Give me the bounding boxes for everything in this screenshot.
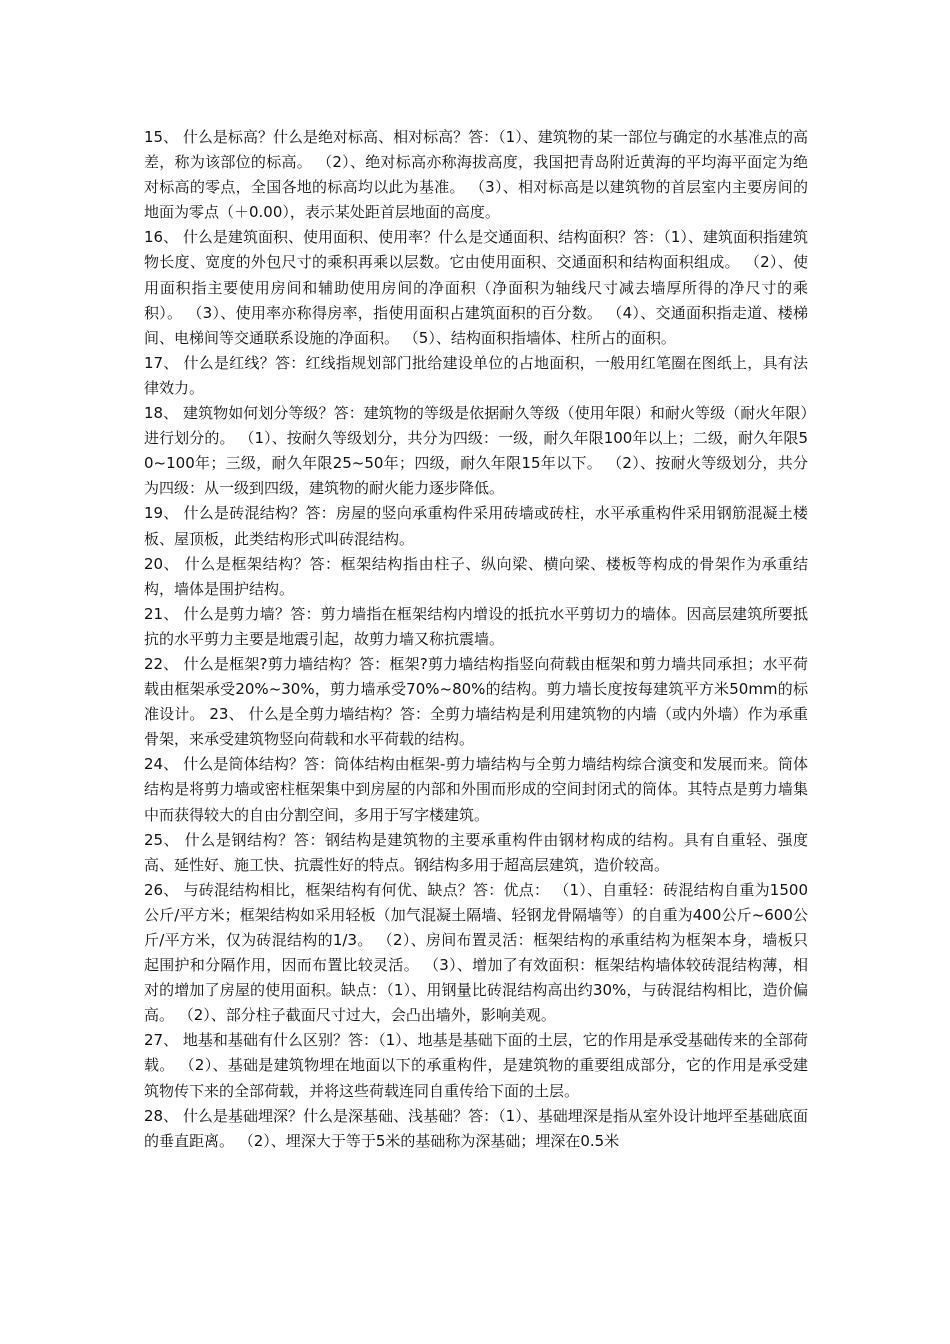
paragraph-q27: 27、 地基和基础有什么区别？答：（1）、地基是基础下面的土层，它的作用是承受基础传来的全部荷载。 （2）、基础是建筑物埋在地面以下的承重构件，是建筑物的重要组成部分，它的作用是承受建筑物传下来的全部荷载，并将这些荷载连同自重传给下面的土层。 [144,1031,808,1100]
paragraph-q21: 21、 什么是剪力墙？答：剪力墙指在框架结构内增设的抵抗水平剪切力的墙体。因高层建筑所要抵抗的水平剪力主要是地震引起，故剪力墙又称抗震墙。 [144,604,808,648]
paragraph-q28: 28、 什么是基础埋深？什么是深基础、浅基础？答：（1）、基础埋深是指从室外设计地坪至基础底面的垂直距离。 （2）、埋深大于等于5米的基础称为深基础；埋深在0.5米 [144,1106,808,1150]
paragraph-q20: 20、 什么是框架结构？答：框架结构指由柱子、纵向梁、横向梁、楼板等构成的骨架作为承重结构，墙体是围护结构。 [144,554,808,598]
paragraph-q15: 15、 什么是标高？什么是绝对标高、相对标高？答：（1）、建筑物的某一部位与确定的水基准点的高差，称为该部位的标高。 （2）、绝对标高亦称海拔高度，我国把青岛附近黄海的平均海平面定为绝对标高的零点，全国各地的标高均以此为基准。 （3）、相对标高是以建筑物的首层室内主要房间的地面为零点（＋0.00），表示某处距首层地面的高度。 [144,128,808,222]
paragraph-q19: 19、 什么是砖混结构？答：房屋的竖向承重构件采用砖墙或砖柱，水平承重构件采用钢筋混凝土楼板、屋顶板，此类结构形式叫砖混结构。 [144,504,808,548]
paragraph-q18: 18、 建筑物如何划分等级？答：建筑物的等级是依据耐久等级（使用年限）和耐火等级（耐火年限）进行划分的。 （1）、按耐久等级划分，共分为四级：一级，耐久年限100年以上；二级，耐久年限50~100年；三级，耐久年限25~50年；四级，耐久年限15年以下。 （2）、按耐火等级划分，共分为四级：从一级到四级，建筑物的耐火能力逐步降低。 [144,404,808,498]
paragraph-q24: 24、 什么是筒体结构？答：筒体结构由框架-剪力墙结构与全剪力墙结构综合演变和发展而来。筒体结构是将剪力墙或密柱框架集中到房屋的内部和外围而形成的空间封闭式的筒体。其特点是剪力墙集中而获得较大的自由分割空间，多用于写字楼建筑。 [144,755,808,824]
paragraph-q25: 25、 什么是钢结构？答：钢结构是建筑物的主要承重构件由钢材构成的结构。具有自重轻、强度高、延性好、施工快、抗震性好的特点。钢结构多用于超高层建筑，造价较高。 [144,830,808,874]
document-page [144,125,808,1154]
paragraph-q16: 16、 什么是建筑面积、使用面积、使用率？什么是交通面积、结构面积？答：（1）、建筑面积指建筑物长度、宽度的外包尺寸的乘积再乘以层数。它由使用面积、交通面积和结构面积组成。 （2）、使用面积指主要使用房间和辅助使用房间的净面积（净面积为轴线尺寸减去墙厚所得的净尺寸的乘积）。 （3）、使用率亦称得房率，指使用面积占建筑面积的百分数。 （4）、交通面积指走道、楼梯间、电梯间等交通联系设施的净面积。 （5）、结构面积指墙体、柱所占的面积。 [144,228,808,347]
paragraph-q17: 17、 什么是红线？答：红线指规划部门批给建设单位的占地面积，一般用红笔圈在图纸上，具有法律效力。 [144,353,808,397]
paragraph-q26: 26、 与砖混结构相比，框架结构有何优、缺点？答：优点： （1）、自重轻：砖混结构自重为1500公斤/平方米；框架结构如采用轻板（加气混凝土隔墙、轻钢龙骨隔墙等）的自重为400公斤~600公斤/平方米，仅为砖混结构的1/3。 （2）、房间布置灵活：框架结构的承重结构为框架本身，墙板只起围护和分隔作用，因而布置比较灵活。 （3）、增加了有效面积：框架结构墙体较砖混结构薄，相对的增加了房屋的使用面积。缺点：（1）、用钢量比砖混结构高出约30%，与砖混结构相比，造价偏高。 （2）、部分柱子截面尺寸过大，会凸出墙外，影响美观。 [144,880,808,1025]
paragraph-q22-q23: 22、 什么是框架?剪力墙结构？答：框架?剪力墙结构指竖向荷载由框架和剪力墙共同承担；水平荷载由框架承受20%~30%，剪力墙承受70%~80%的结构。剪力墙长度按每建筑平方米50mm的标准设计。 23、 什么是全剪力墙结构？答：全剪力墙结构是利用建筑物的内墙（或内外墙）作为承重骨架，来承受建筑物竖向荷载和水平荷载的结构。 [144,654,808,749]
